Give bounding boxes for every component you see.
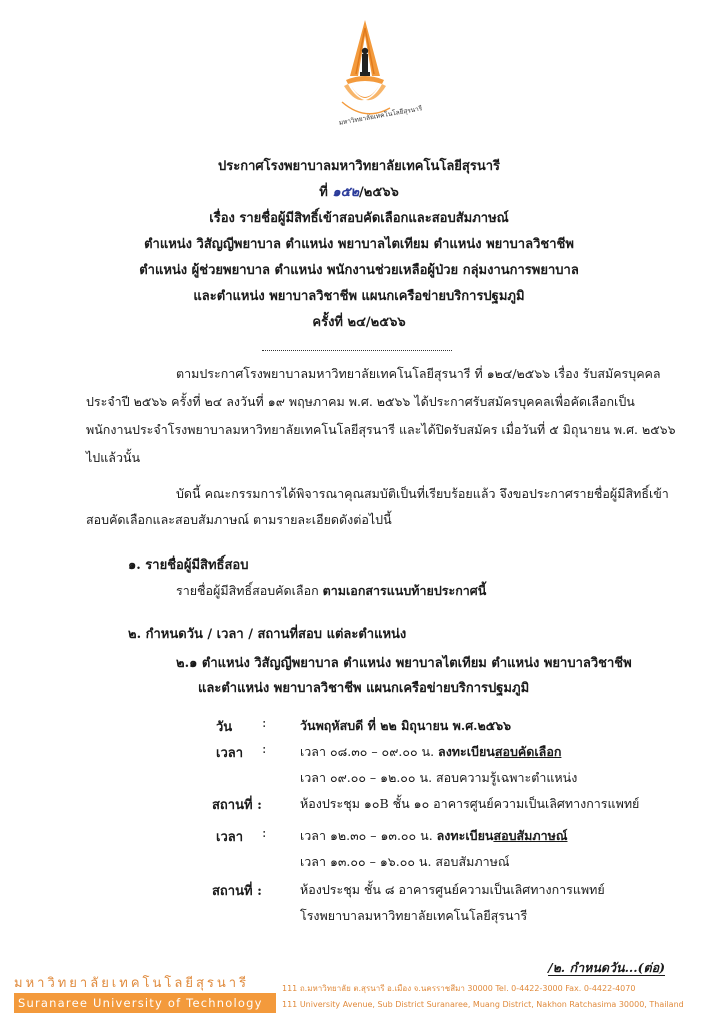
time-row-1-b: ลงทะเบียน	[438, 744, 495, 759]
section-1-text-b: ตามเอกสารแนบท้ายประกาศนี้	[322, 583, 487, 598]
place-row-2-line-1: ห้องประชุม ชั้น ๘ อาคารศูนย์ความเป็นเลิศทางการแพทย์	[300, 882, 605, 897]
time-colon-2: :	[262, 826, 267, 841]
paragraph-1-line-2: ประจำปี ๒๕๖๖ ครั้งที่ ๒๔ ลงวันที่ ๑๙ พฤษภาคม พ.ศ. ๒๕๖๖ ได้ประกาศรับสมัครบุคคลเพื่อคัดเลือกเป็น	[86, 394, 635, 409]
time-row-1	[300, 742, 561, 762]
footer-address-thai: 111 ถ.มหาวิทยาลัย ต.สุรนารี อ.เมือง จ.นครราชสีมา 30000 Tel. 0-4422-3000 Fax. 0-4422-4070	[282, 984, 636, 993]
time-row-3-a: เวลา ๑๒.๓๐ – ๑๓.๐๐ น.	[300, 828, 437, 843]
footer-english-name: Suranaree University of Technology	[14, 993, 276, 1013]
time-row-3-c: สอบสัมภาษณ์	[493, 828, 568, 843]
announcement-number	[0, 184, 718, 202]
place-label: สถานที่ :	[212, 798, 262, 813]
announcement-subject: เรื่อง รายชื่อผู้มีสิทธิ์เข้าสอบคัดเลือกและสอบสัมภาษณ์	[209, 211, 509, 226]
dotted-separator	[262, 350, 452, 351]
paragraph-1-line-3: พนักงานประจำโรงพยาบาลมหาวิทยาลัยเทคโนโลยีสุรนารี และได้ปิดรับสมัคร เมื่อวันที่ ๕ มิถุนายน พ.ศ. ๒๕๖๖	[86, 422, 676, 437]
footer-thai-name: มหาวิทยาลัยเทคโนโลยีสุรนารี	[14, 976, 250, 991]
paragraph-2-line-1: บัดนี้ คณะกรรมการได้พิจารณาคุณสมบัติเป็นที่เรียบร้อยแล้ว จึงขอประกาศรายชื่อผู้มีสิทธิ์เข้า	[176, 486, 669, 501]
positions-line-1: ตำแหน่ง วิสัญญีพยาบาล ตำแหน่ง พยาบาลไตเทียม ตำแหน่ง พยาบาลวิชาชีพ	[144, 237, 574, 252]
section-1-text	[176, 581, 486, 601]
section-1-title: ๑. รายชื่อผู้มีสิทธิ์สอบ	[128, 558, 249, 573]
paragraph-1-line-1: ตามประกาศโรงพยาบาลมหาวิทยาลัยเทคโนโลยีสุรนารี ที่ ๑๒๔/๒๕๖๖ เรื่อง รับสมัครบุคคล	[176, 366, 661, 381]
time-label-2: เวลา	[216, 830, 244, 845]
number-suffix: /๒๕๖๖	[359, 185, 399, 200]
section-1-text-a: รายชื่อผู้มีสิทธิ์สอบคัดเลือก	[176, 583, 323, 598]
time-label: เวลา	[216, 746, 244, 761]
section-2-title: ๒. กำหนดวัน / เวลา / สถานที่สอบ แต่ละตำแหน่ง	[128, 627, 407, 642]
day-label: วัน	[216, 720, 233, 735]
announcement-round: ครั้งที่ ๒๔/๒๕๖๖	[312, 315, 406, 330]
positions-line-2: ตำแหน่ง ผู้ช่วยพยาบาล ตำแหน่ง พนักงานช่วยเหลือผู้ป่วย กลุ่มงานการพยาบาล	[139, 263, 579, 278]
day-colon: :	[262, 716, 267, 731]
announcement-title: ประกาศโรงพยาบาลมหาวิทยาลัยเทคโนโลยีสุรนารี	[218, 159, 500, 174]
university-logo	[320, 18, 423, 130]
time-row-4: เวลา ๑๓.๐๐ – ๑๖.๐๐ น. สอบสัมภาษณ์	[300, 854, 510, 869]
section-2-1-line-2: และตำแหน่ง พยาบาลวิชาชีพ แผนกเครือข่ายบริการปฐมภูมิ	[198, 681, 530, 696]
time-row-1-a: เวลา ๐๘.๓๐ – ๐๙.๐๐ น.	[300, 744, 439, 759]
continuation-note: /๒. กำหนดวัน...(ต่อ)	[548, 960, 666, 975]
number-handwritten: ๑๕๒	[332, 185, 360, 200]
time-row-3	[300, 826, 567, 846]
place-row-1: ห้องประชุม ๑๐B ชั้น ๑๐ อาคารศูนย์ความเป็นเลิศทางการแพทย์	[300, 796, 640, 811]
time-colon: :	[262, 742, 267, 757]
paragraph-2-line-2: สอบคัดเลือกและสอบสัมภาษณ์ ตามรายละเอียดดังต่อไปนี้	[86, 512, 392, 527]
positions-line-3: และตำแหน่ง พยาบาลวิชาชีพ แผนกเครือข่ายบริการปฐมภูมิ	[193, 289, 525, 304]
section-2-1-line-1: ๒.๑ ตำแหน่ง วิสัญญีพยาบาล ตำแหน่ง พยาบาลไตเทียม ตำแหน่ง พยาบาลวิชาชีพ	[176, 656, 632, 671]
day-value: วันพฤหัสบดี ที่ ๒๒ มิถุนายน พ.ศ.๒๕๖๖	[300, 718, 512, 733]
time-row-3-b: ลงทะเบียน	[436, 828, 494, 843]
time-row-1-c: สอบคัดเลือก	[494, 744, 562, 759]
paragraph-1-line-4: ไปแล้วนั้น	[86, 450, 141, 465]
place-row-2-line-2: โรงพยาบาลมหาวิทยาลัยเทคโนโลยีสุรนารี	[300, 908, 528, 923]
time-row-2: เวลา ๐๙.๐๐ – ๑๒.๐๐ น. สอบความรู้เฉพาะตำแหน่ง	[300, 770, 578, 785]
place-label-2: สถานที่ :	[212, 884, 262, 899]
footer-address-english: 111 University Avenue, Sub District Suranaree, Muang District, Nakhon Ratchasima 30000, Thailand	[282, 1000, 684, 1009]
logo-caption: มหาวิทยาลัยเทคโนโลยีสุรนารี	[338, 104, 423, 127]
number-prefix: ที่	[319, 185, 328, 200]
